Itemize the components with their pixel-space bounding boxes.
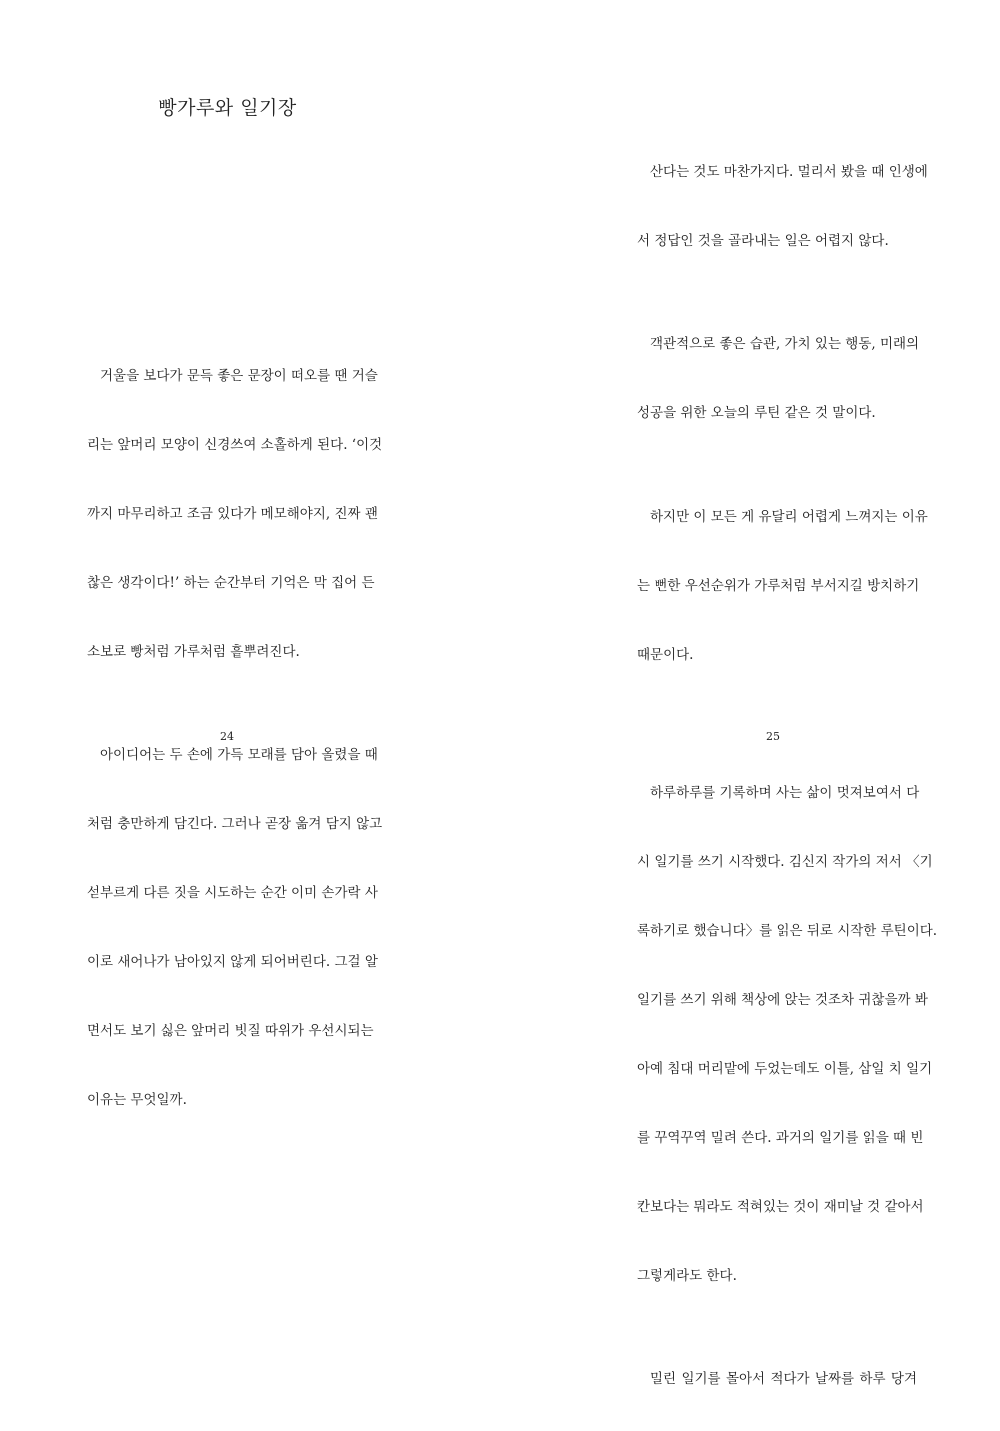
paragraph [637, 465, 917, 707]
text-line: 칸보다는 뭐라도 적혀있는 것이 재미날 것 같아서 [637, 1190, 917, 1225]
text-line: 객관적으로 좋은 습관, 가치 있는 행동, 미래의 [637, 327, 917, 362]
text-line: 하지만 이 모든 게 유달리 어렵게 느껴지는 이유 [637, 500, 917, 535]
text-line: 까지 마무리하고 조금 있다가 메모해야지, 진짜 괜 [87, 497, 367, 532]
text-line: 아이디어는 두 손에 가득 모래를 담아 올렸을 때 [87, 738, 367, 773]
text-line: 산다는 것도 마찬가지다. 멀리서 봤을 때 인생에 [637, 155, 917, 190]
text-line: 밀린 일기를 몰아서 적다가 날짜를 하루 당겨 [637, 1362, 917, 1397]
text-line: 하루하루를 기록하며 사는 삶이 멋져보여서 다 [637, 776, 917, 811]
text-line: 때문이다. [637, 638, 917, 673]
text-line: 록하기로 했습니다〉를 읽은 뒤로 시작한 루틴이다. [637, 914, 917, 949]
text-line: 소보로 빵처럼 가루처럼 흩뿌려진다. [87, 635, 367, 670]
text-line: 섣부르게 다른 짓을 시도하는 순간 이미 손가락 사 [87, 876, 367, 911]
text-line: 이로 새어나가 남아있지 않게 되어버린다. 그걸 알 [87, 945, 367, 980]
paragraph [637, 120, 917, 293]
page-number: 24 [207, 729, 247, 745]
text-line: 리는 앞머리 모양이 신경쓰여 소홀하게 된다. ‘이것 [87, 428, 367, 463]
text-line: 일기를 쓰기 위해 책상에 앉는 것조차 귀찮을까 봐 [637, 983, 917, 1018]
text-line: 시 일기를 쓰기 시작했다. 김신지 작가의 저서 〈기 [637, 845, 917, 880]
paragraph [637, 293, 917, 466]
text-line: 면서도 보기 싫은 앞머리 빗질 따위가 우선시되는 [87, 1014, 367, 1049]
text-line: 성공을 위한 오늘의 루틴 같은 것 말이다. [637, 396, 917, 431]
right-body-text [637, 120, 917, 1431]
text-line: 처럼 충만하게 담긴다. 그러나 곧장 옮겨 담지 않고 [87, 807, 367, 842]
text-line: 를 꾸역꾸역 밀려 쓴다. 과거의 일기를 읽을 때 빈 [637, 1121, 917, 1156]
paragraph [87, 324, 367, 704]
text-line: 찮은 생각이다!’ 하는 순간부터 기억은 막 집어 든 [87, 566, 367, 601]
text-line: 는 뻔한 우선순위가 가루처럼 부서지길 방치하기 [637, 569, 917, 604]
text-line: 그렇게라도 한다. [637, 1259, 917, 1294]
left-page [0, 0, 500, 818]
text-line: 아예 침대 머리맡에 두었는데도 이틀, 삼일 치 일기 [637, 1052, 917, 1087]
paragraph [637, 1328, 917, 1431]
page-number: 25 [753, 729, 793, 745]
chapter-title: 빵가루와 일기장 [0, 94, 455, 122]
paragraph [87, 704, 367, 1153]
right-page [500, 0, 1000, 818]
text-line: 거울을 보다가 문득 좋은 문장이 떠오를 땐 거슬 [87, 359, 367, 394]
text-line: 서 정답인 것을 골라내는 일은 어렵지 않다. [637, 224, 917, 259]
paragraph [637, 741, 917, 1328]
text-line: 이유는 무엇일까. [87, 1083, 367, 1118]
